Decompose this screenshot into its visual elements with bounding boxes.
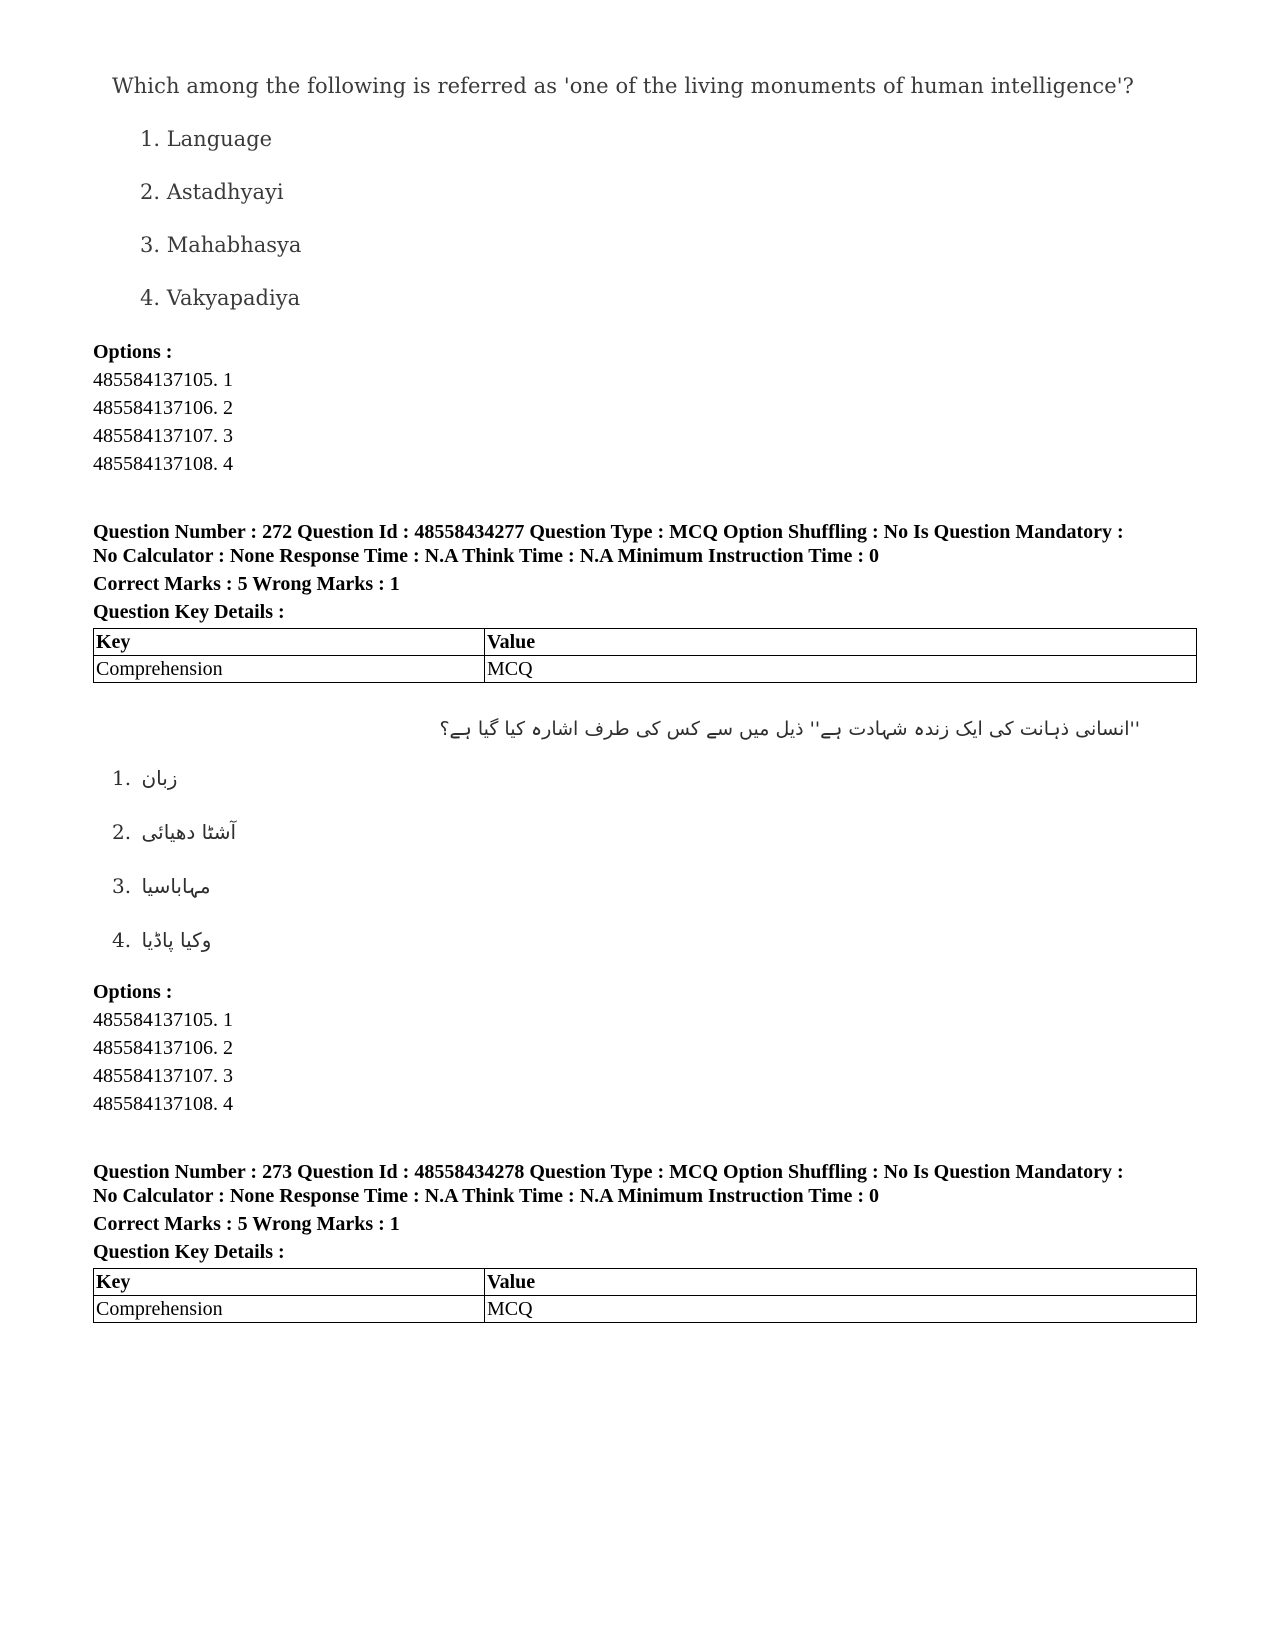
urdu-choice-2 xyxy=(112,820,236,844)
table-header-key: Key xyxy=(94,1269,485,1296)
question-meta-line-2: No Calculator : None Response Time : N.A Think Time : N.A Minimum Instruction Time : 0 xyxy=(93,545,879,567)
question-meta-line-2: No Calculator : None Response Time : N.A Think Time : N.A Minimum Instruction Time : 0 xyxy=(93,1185,879,1207)
question-272-key-table xyxy=(93,628,1197,683)
choice-text: آشٹا دھیائی xyxy=(141,820,237,844)
question-273-key-table xyxy=(93,1268,1197,1323)
question-meta-line-1: Question Number : 272 Question Id : 48558434277 Question Type : MCQ Option Shuffling : No Is Question Mandatory : xyxy=(93,521,1124,543)
question-272-key-details-label: Question Key Details : xyxy=(93,601,285,623)
question-273-marks: Correct Marks : 5 Wrong Marks : 1 xyxy=(93,1213,400,1235)
table-header-row xyxy=(94,1269,1197,1296)
option-id-2: 485584137106. 2 xyxy=(93,397,233,419)
option-id-4: 485584137108. 4 xyxy=(93,1093,233,1115)
choice-number: 3. xyxy=(112,874,132,898)
choice-1: 1. Language xyxy=(140,127,273,151)
table-cell-value: MCQ xyxy=(485,1296,1197,1323)
question-272-meta xyxy=(93,520,1203,568)
table-cell-key: Comprehension xyxy=(94,1296,485,1323)
option-id-4: 485584137108. 4 xyxy=(93,453,233,475)
table-header-key: Key xyxy=(94,629,485,656)
option-id-3: 485584137107. 3 xyxy=(93,1065,233,1087)
options-label: Options : xyxy=(93,341,173,363)
urdu-choice-4 xyxy=(112,928,211,952)
question-273-meta xyxy=(93,1160,1203,1208)
option-id-2: 485584137106. 2 xyxy=(93,1037,233,1059)
choice-number: 4. xyxy=(112,928,132,952)
table-cell-key: Comprehension xyxy=(94,656,485,683)
choice-text: وکیا پاڈیا xyxy=(141,928,212,952)
question-meta-line-1: Question Number : 273 Question Id : 48558434278 Question Type : MCQ Option Shuffling : No Is Question Mandatory : xyxy=(93,1161,1124,1183)
options-label: Options : xyxy=(93,981,173,1003)
question-272-marks: Correct Marks : 5 Wrong Marks : 1 xyxy=(93,573,400,595)
urdu-choice-3 xyxy=(112,874,211,898)
table-header-value: Value xyxy=(485,629,1197,656)
choice-4: 4. Vakyapadiya xyxy=(140,286,301,310)
question-text-urdu: ''انسانی ذہانت کی ایک زندہ شہادت ہے'' ذیل میں سے کس کی طرف اشارہ کیا گیا ہے؟ xyxy=(439,718,1140,740)
urdu-choice-1 xyxy=(112,766,177,790)
option-id-1: 485584137105. 1 xyxy=(93,1009,233,1031)
choice-2: 2. Astadhyayi xyxy=(140,180,284,204)
table-row xyxy=(94,1296,1197,1323)
question-text-english: Which among the following is referred as 'one of the living monuments of human intelligence'? xyxy=(112,74,1134,98)
table-header-row xyxy=(94,629,1197,656)
option-id-1: 485584137105. 1 xyxy=(93,369,233,391)
choice-number: 2. xyxy=(112,820,132,844)
question-273-key-details-label: Question Key Details : xyxy=(93,1241,285,1263)
table-header-value: Value xyxy=(485,1269,1197,1296)
choice-number: 1. xyxy=(112,766,132,790)
table-row xyxy=(94,656,1197,683)
choice-text: مہاباسیا xyxy=(141,874,211,898)
option-id-3: 485584137107. 3 xyxy=(93,425,233,447)
choice-3: 3. Mahabhasya xyxy=(140,233,302,257)
table-cell-value: MCQ xyxy=(485,656,1197,683)
choice-text: زبان xyxy=(141,766,178,790)
